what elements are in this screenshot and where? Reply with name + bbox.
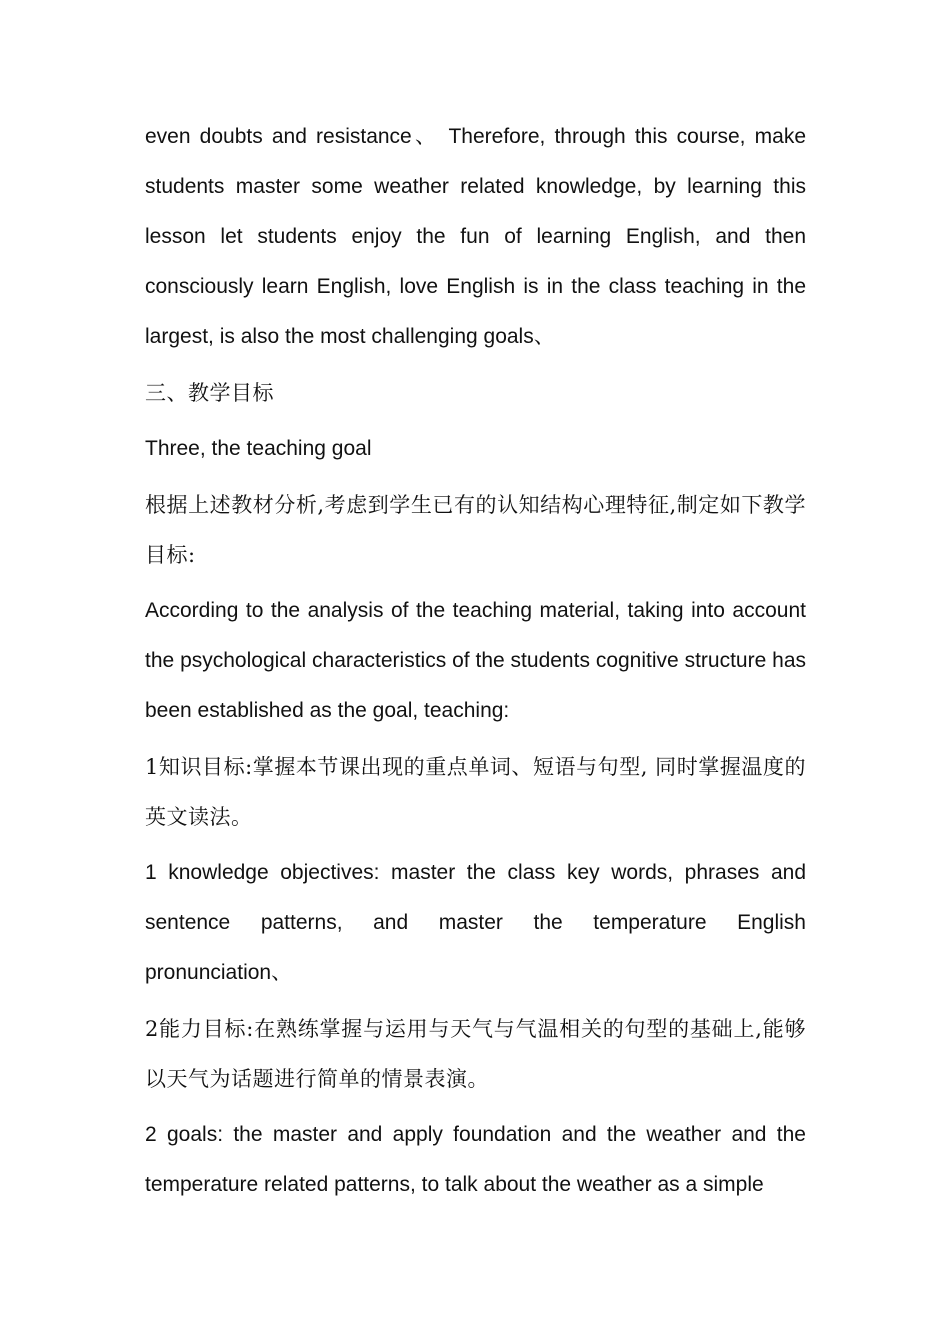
paragraph-knowledge-objective-zh: 1知识目标:掌握本节课出现的重点单词、短语与句型, 同时掌握温度的英文读法。 (145, 755, 806, 829)
paragraph-analysis-en: According to the analysis of the teaching material, taking into account the psychological characteristics of the students cognitive structure has been established as the goal, teaching: (145, 599, 806, 722)
paragraph-course-goals: even doubts and resistance、 Therefore, through this course, make students master some weather related knowledge, by learning this lesson let students enjoy the fun of learning English, and then consciously learn English, love English is in the class teaching in the largest, is also the most challenging goals、 (145, 125, 806, 348)
paragraph-ability-objective-en: 2 goals: the master and apply foundation and the weather and the temperature related patterns, to talk about the weather as a simple (145, 1123, 806, 1196)
heading-teaching-goal-en: Three, the teaching goal (145, 437, 372, 460)
paragraph-ability-objective-zh: 2能力目标:在熟练掌握与运用与天气与气温相关的句型的基础上,能够以天气为话题进行简单的情景表演。 (145, 1017, 806, 1091)
paragraph-analysis-zh: 根据上述教材分析,考虑到学生已有的认知结构心理特征,制定如下教学目标: (145, 493, 806, 567)
heading-teaching-goal-zh: 三、教学目标 (145, 381, 274, 405)
paragraph-knowledge-objective-en: 1 knowledge objectives: master the class key words, phrases and sentence patterns, and master the temperature English pronunciation、 (145, 861, 806, 984)
document-body (145, 112, 806, 1210)
